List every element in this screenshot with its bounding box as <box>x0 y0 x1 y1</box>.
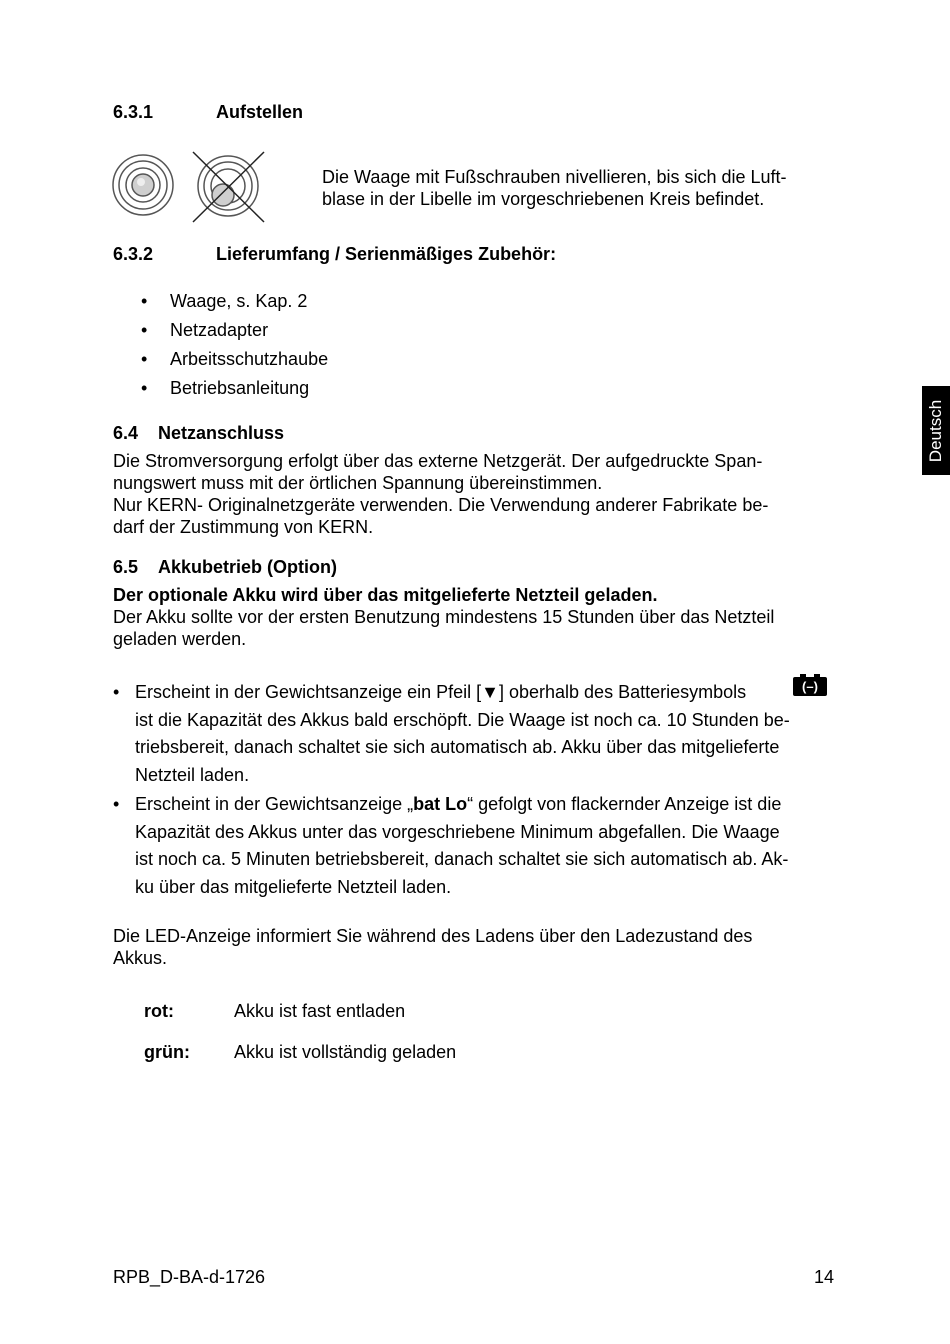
footer-page-number: 14 <box>814 1267 835 1287</box>
accessories-list <box>141 290 329 406</box>
paragraph-line: Nur KERN- Originalnetzgeräte verwenden. Die Verwendung anderer Fabrikate be- <box>113 495 769 515</box>
bullet-icon: • <box>113 794 120 814</box>
paragraph-line: Die Stromversorgung erfolgt über das externe Netzgerät. Der aufgedruckte Span- <box>113 451 763 471</box>
bullet-icon: • <box>141 349 148 369</box>
paragraph-line: • Erscheint in der Gewichtsanzeige „bat Lo“ gefolgt von flackernder Anzeige ist die <box>135 791 788 819</box>
paragraph-line: Akkus. <box>113 948 168 968</box>
section-number-65: 6.5 <box>113 557 139 577</box>
section-title-64: Netzanschluss <box>158 423 285 443</box>
section-title-632: Lieferumfang / Serienmäßiges Zubehör: <box>216 244 557 264</box>
battery-symbol-icon <box>793 674 827 696</box>
list-item: • Waage, s. Kap. 2 <box>141 291 308 311</box>
paragraph-line: geladen werden. <box>113 629 247 649</box>
bullet-icon: • <box>141 291 148 311</box>
paragraph-line: Kapazität des Akkus unter das vorgeschriebene Minimum abgefallen. Die Waage <box>135 821 780 842</box>
bullet-icon: • <box>141 378 148 398</box>
language-tab <box>922 386 950 475</box>
led-state-label-green: grün: <box>144 1042 190 1062</box>
paragraph-line: blase in der Libelle im vorgeschriebenen Kreis befindet. <box>322 189 765 209</box>
paragraph-line: Netzteil laden. <box>135 765 250 786</box>
paragraph-line: Der Akku sollte vor der ersten Benutzung mindestens 15 Stunden über das Netzteil <box>113 607 775 627</box>
level-bubble-off-center-crossed-icon <box>190 150 268 224</box>
section-number-632: 6.3.2 <box>113 244 154 264</box>
paragraph-line: Die Waage mit Fußschrauben nivellieren, bis sich die Luft- <box>322 167 787 187</box>
paragraph-line: nungswert muss mit der örtlichen Spannung übereinstimmen. <box>113 473 603 493</box>
section-number-631: 6.3.1 <box>113 102 154 122</box>
paragraph-line: darf der Zustimmung von KERN. <box>113 517 374 537</box>
section-title-631: Aufstellen <box>216 102 304 122</box>
paragraph-line: Die LED-Anzeige informiert Sie während des Ladens über den Ladezustand des <box>113 926 753 946</box>
bullet-icon: • <box>141 320 148 340</box>
akku-bullet-2 <box>113 791 789 902</box>
led-state-label-red: rot: <box>144 1001 174 1021</box>
paragraph-line: • Erscheint in der Gewichtsanzeige ein Pfeil [▼] oberhalb des Batteriesymbols <box>135 679 790 707</box>
paragraph-line: triebsbereit, danach schaltet sie sich automatisch ab. Akku über das mitgelieferte <box>135 737 780 758</box>
bullet-icon: • <box>113 682 120 702</box>
section-number-64: 6.4 <box>113 423 139 443</box>
bold-paragraph-line: Der optionale Akku wird über das mitgelieferte Netzteil geladen. <box>113 585 658 605</box>
section-title-65: Akkubetrieb (Option) <box>158 557 337 577</box>
paragraph-line: ist die Kapazität des Akkus bald erschöpft. Die Waage ist noch ca. 10 Stunden be- <box>135 709 790 730</box>
led-state-text-red: Akku ist fast entladen <box>234 1001 406 1021</box>
language-tab-label: Deutsch <box>926 399 945 462</box>
akku-bullet-1 <box>113 679 790 790</box>
list-item: • Netzadapter <box>141 320 269 340</box>
led-state-text-green: Akku ist vollständig geladen <box>234 1042 457 1062</box>
paragraph-line: ku über das mitgelieferte Netzteil laden. <box>135 877 452 898</box>
svg-text:(–): (–) <box>802 679 818 694</box>
level-bubble-centered-icon <box>110 150 176 220</box>
list-item: • Arbeitsschutzhaube <box>141 349 329 369</box>
list-item: • Betriebsanleitung <box>141 378 310 398</box>
footer-doc-id: RPB_D-BA-d-1726 <box>113 1267 266 1287</box>
paragraph-line: ist noch ca. 5 Minuten betriebsbereit, danach schaltet sie sich automatisch ab. Ak- <box>135 849 789 870</box>
